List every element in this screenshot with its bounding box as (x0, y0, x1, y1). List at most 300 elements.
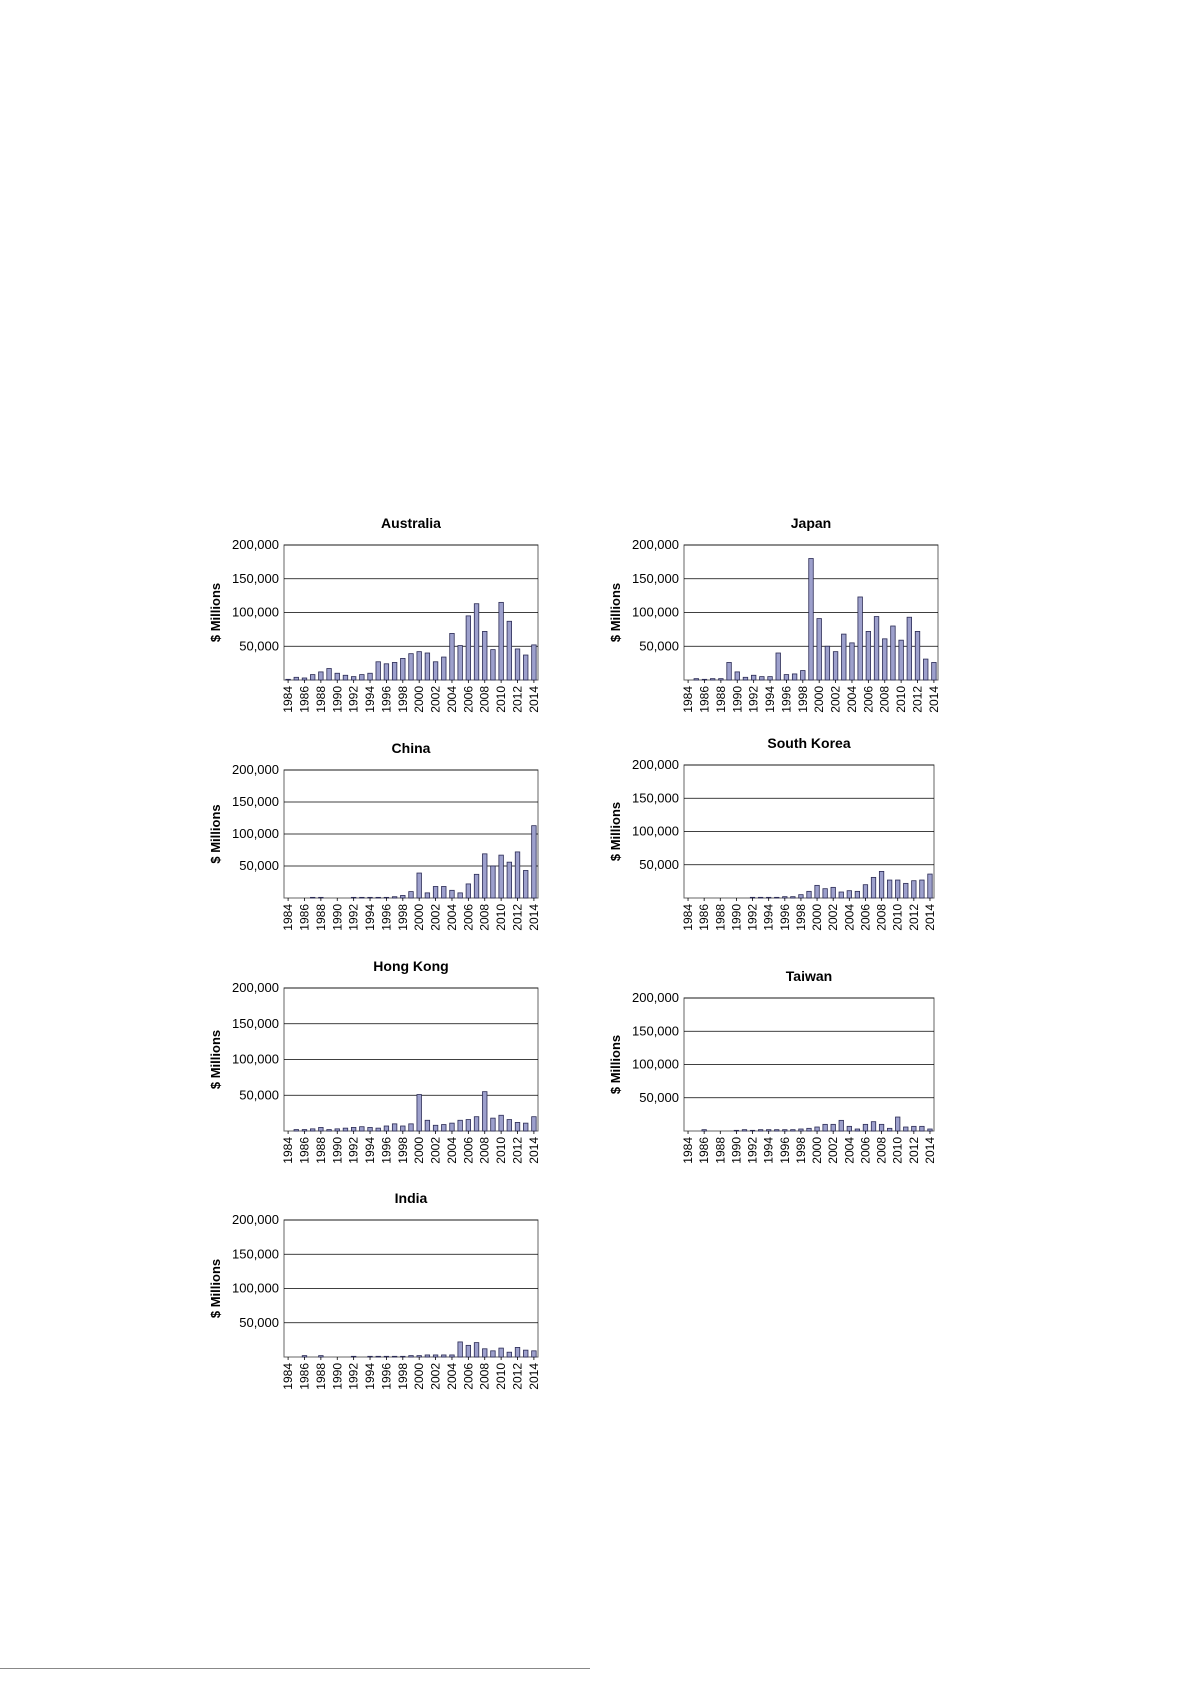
bar-south-korea-2006 (863, 885, 867, 898)
x-tick-label: 2000 (412, 686, 427, 713)
bar-south-korea-2007 (871, 877, 875, 898)
x-tick-label: 2002 (428, 904, 443, 931)
bar-taiwan-2005 (855, 1129, 859, 1131)
bar-hong-kong-1986 (302, 1130, 307, 1131)
bar-china-2010 (499, 855, 504, 898)
bar-china-2000 (417, 873, 422, 898)
bar-australia-2012 (515, 649, 520, 680)
y-tick-label: 200,000 (232, 762, 279, 777)
bar-hong-kong-1987 (310, 1129, 315, 1131)
x-tick-label: 2004 (842, 1137, 857, 1164)
y-tick-label: 200,000 (232, 1212, 279, 1227)
y-tick-label: 50,000 (639, 1089, 679, 1105)
bar-australia-2007 (474, 604, 479, 680)
bar-india-1999 (409, 1356, 414, 1357)
bar-japan-2001 (825, 646, 830, 680)
bar-china-2003 (442, 886, 447, 898)
x-tick-label: 2012 (510, 904, 525, 931)
x-tick-label: 1996 (777, 1137, 792, 1164)
x-tick-label: 1986 (697, 904, 712, 931)
y-tick-label: 50,000 (239, 858, 279, 873)
bar-south-korea-1995 (775, 897, 779, 898)
bar-japan-2002 (833, 652, 838, 680)
x-tick-label: 2004 (444, 686, 459, 713)
bar-hong-kong-2001 (425, 1120, 430, 1131)
chart-panel-india (200, 1185, 590, 1405)
y-tick-label: 50,000 (239, 1087, 279, 1103)
bar-india-2004 (450, 1355, 455, 1357)
x-tick-label: 1994 (363, 686, 378, 713)
x-tick-label: 2006 (461, 686, 476, 713)
bar-south-korea-2002 (831, 887, 835, 898)
x-tick-label: 1984 (281, 904, 296, 931)
x-tick-label: 1984 (281, 1363, 296, 1390)
bar-india-2005 (458, 1342, 463, 1357)
bar-china-1997 (392, 897, 397, 898)
chart-title: India (394, 1190, 428, 1206)
bar-india-2007 (474, 1343, 479, 1357)
bar-china-2008 (482, 854, 487, 898)
bar-taiwan-1995 (775, 1130, 779, 1131)
x-tick-label: 2012 (910, 686, 925, 713)
bar-china-2005 (458, 893, 463, 898)
bar-india-2010 (499, 1348, 504, 1357)
x-tick-label: 2010 (890, 904, 905, 931)
bar-japan-2005 (858, 597, 863, 680)
bar-australia-2014 (532, 645, 537, 680)
bar-japan-1985 (694, 679, 699, 680)
bar-japan-2014 (932, 662, 937, 680)
y-tick-label: 200,000 (632, 757, 679, 772)
x-tick-label: 2006 (858, 1137, 873, 1164)
bar-south-korea-2013 (920, 880, 924, 898)
x-tick-label: 1996 (379, 1137, 394, 1164)
x-tick-label: 1990 (330, 686, 345, 713)
x-tick-label: 2010 (494, 1137, 509, 1164)
x-tick-label: 2004 (444, 1363, 459, 1390)
x-tick-label: 2006 (461, 904, 476, 931)
bar-hong-kong-1989 (327, 1130, 332, 1131)
x-tick-label: 2012 (510, 686, 525, 713)
bar-taiwan-1998 (799, 1129, 803, 1131)
bar-india-2002 (433, 1355, 438, 1357)
chart-panel-taiwan (600, 970, 990, 1185)
bar-china-2009 (491, 866, 496, 898)
chart-title: Taiwan (785, 968, 833, 984)
y-axis-label: $ Millions (208, 582, 223, 643)
bar-south-korea-2014 (928, 874, 932, 898)
bar-hong-kong-2011 (507, 1120, 512, 1131)
bar-india-1995 (376, 1356, 381, 1357)
x-tick-label: 2004 (844, 686, 859, 713)
bar-china-1995 (376, 897, 381, 898)
bar-hong-kong-1998 (401, 1126, 406, 1131)
bar-china-2004 (450, 890, 455, 898)
x-tick-label: 2014 (922, 1137, 937, 1164)
bar-india-2012 (515, 1347, 520, 1357)
bar-japan-2006 (866, 631, 871, 680)
x-tick-label: 2002 (428, 1137, 443, 1164)
bar-australia-2008 (482, 631, 487, 680)
x-tick-label: 1994 (363, 904, 378, 931)
y-axis-label: $ Millions (208, 1258, 223, 1319)
x-tick-label: 1998 (793, 904, 808, 931)
bar-south-korea-1998 (799, 895, 803, 898)
y-tick-label: 100,000 (632, 1056, 679, 1072)
bar-taiwan-2002 (831, 1124, 835, 1131)
chart-title: South Korea (767, 735, 851, 751)
x-tick-label: 2002 (828, 686, 843, 713)
bar-japan-2003 (842, 634, 847, 680)
y-tick-label: 150,000 (632, 790, 679, 806)
x-tick-label: 2002 (428, 686, 443, 713)
y-axis-label: $ Millions (608, 801, 623, 862)
bar-hong-kong-1993 (360, 1127, 365, 1131)
x-tick-label: 1990 (729, 904, 744, 931)
bar-japan-1993 (760, 677, 765, 680)
x-tick-label: 2012 (906, 904, 921, 931)
bar-china-2007 (474, 874, 479, 898)
bar-south-korea-1993 (758, 897, 762, 898)
x-tick-label: 2012 (906, 1137, 921, 1164)
bar-india-1986 (302, 1356, 307, 1357)
x-tick-label: 2014 (526, 1137, 541, 1164)
bar-australia-2005 (458, 646, 463, 680)
y-axis-label: $ Millions (608, 582, 623, 643)
x-tick-label: 1984 (681, 686, 696, 713)
bar-australia-2001 (425, 653, 430, 680)
x-tick-label: 2008 (477, 1137, 492, 1164)
bar-australia-1986 (302, 678, 307, 680)
x-tick-label: 1984 (681, 1137, 696, 1164)
bar-china-1988 (319, 897, 324, 898)
x-tick-label: 2004 (444, 1137, 459, 1164)
x-tick-label: 1990 (330, 1137, 345, 1164)
bar-hong-kong-2004 (450, 1123, 455, 1131)
bar-japan-2007 (874, 617, 879, 680)
bar-taiwan-2004 (847, 1126, 851, 1131)
y-axis-label: $ Millions (208, 1029, 223, 1090)
chart-panel-hong-kong (200, 950, 590, 1180)
bar-taiwan-1994 (766, 1130, 770, 1131)
bar-taiwan-2008 (879, 1124, 883, 1131)
chart-south-korea (600, 730, 990, 950)
bar-australia-1988 (319, 672, 324, 680)
bar-japan-1994 (768, 677, 773, 680)
bar-japan-1995 (776, 653, 781, 680)
chart-china (200, 730, 590, 950)
bar-japan-1989 (727, 662, 732, 680)
y-tick-label: 50,000 (239, 638, 279, 654)
bar-china-1999 (409, 892, 414, 898)
bar-hong-kong-1999 (409, 1124, 414, 1131)
bar-india-2000 (417, 1356, 422, 1357)
x-tick-label: 1992 (746, 686, 761, 713)
x-tick-label: 1996 (779, 686, 794, 713)
x-tick-label: 2000 (412, 1137, 427, 1164)
chart-title: Japan (790, 515, 832, 531)
bar-taiwan-1997 (791, 1130, 795, 1131)
bar-south-korea-1997 (791, 897, 795, 898)
y-tick-label: 100,000 (232, 604, 279, 620)
x-tick-label: 1988 (313, 1363, 328, 1390)
x-tick-label: 1984 (281, 686, 296, 713)
x-tick-label: 2008 (874, 1137, 889, 1164)
bar-taiwan-2010 (895, 1117, 899, 1131)
bar-hong-kong-2002 (433, 1125, 438, 1131)
x-tick-label: 2002 (428, 1363, 443, 1390)
x-tick-label: 2010 (894, 686, 909, 713)
x-tick-label: 2006 (461, 1137, 476, 1164)
x-tick-label: 2002 (826, 904, 841, 931)
bar-south-korea-1992 (750, 897, 754, 898)
x-tick-label: 1994 (363, 1137, 378, 1164)
page-bottom-rule (0, 1668, 590, 1669)
bar-south-korea-2011 (904, 883, 908, 898)
x-tick-label: 1984 (681, 904, 696, 931)
bar-hong-kong-2014 (532, 1117, 537, 1131)
chart-title: Hong Kong (373, 958, 449, 974)
y-tick-label: 100,000 (232, 1051, 279, 1067)
y-tick-label: 150,000 (232, 1246, 279, 1262)
bar-hong-kong-2006 (466, 1120, 471, 1131)
x-tick-label: 2000 (810, 1137, 825, 1164)
bar-australia-2002 (433, 662, 438, 680)
bar-australia-1991 (343, 675, 348, 680)
chart-title: China (391, 740, 431, 756)
bar-taiwan-1993 (758, 1130, 762, 1131)
x-tick-label: 2008 (477, 1363, 492, 1390)
chart-india (200, 1185, 590, 1405)
x-tick-label: 1986 (297, 686, 312, 713)
bar-india-2013 (523, 1350, 528, 1357)
bar-japan-1992 (751, 675, 756, 680)
y-tick-label: 50,000 (639, 856, 679, 872)
x-tick-label: 2000 (412, 904, 427, 931)
bar-india-2009 (491, 1351, 496, 1357)
y-tick-label: 200,000 (232, 980, 279, 995)
x-tick-label: 1994 (761, 1137, 776, 1164)
x-tick-label: 2000 (412, 1363, 427, 1390)
bar-china-2014 (532, 826, 537, 898)
bar-japan-2010 (899, 640, 904, 680)
bar-india-1994 (368, 1356, 373, 1357)
bar-hong-kong-1985 (294, 1130, 299, 1131)
x-tick-label: 2008 (874, 904, 889, 931)
bar-china-2013 (523, 870, 528, 898)
bar-china-2006 (466, 884, 471, 898)
x-tick-label: 1998 (395, 686, 410, 713)
x-tick-label: 1994 (763, 686, 778, 713)
bar-australia-1990 (335, 673, 340, 680)
x-tick-label: 2012 (510, 1137, 525, 1164)
x-tick-label: 1986 (697, 686, 712, 713)
y-tick-label: 150,000 (632, 1023, 679, 1039)
bar-japan-1991 (743, 677, 748, 680)
bar-taiwan-2013 (920, 1126, 924, 1131)
bar-australia-2013 (523, 655, 528, 680)
bar-china-2002 (433, 886, 438, 898)
bar-australia-1996 (384, 664, 389, 680)
bar-china-1987 (310, 897, 315, 898)
bar-taiwan-2003 (839, 1120, 843, 1131)
bar-japan-1998 (801, 671, 806, 680)
bar-hong-kong-1992 (351, 1127, 356, 1131)
bar-japan-2012 (915, 631, 920, 680)
x-tick-label: 1992 (346, 1137, 361, 1164)
bar-australia-1994 (368, 673, 373, 680)
bar-australia-2004 (450, 633, 455, 680)
x-tick-label: 1984 (281, 1137, 296, 1164)
x-tick-label: 1988 (713, 1137, 728, 1164)
x-tick-label: 1992 (745, 1137, 760, 1164)
x-tick-label: 1990 (730, 686, 745, 713)
bar-china-2001 (425, 893, 430, 898)
x-tick-label: 1990 (729, 1137, 744, 1164)
chart-title: Australia (381, 515, 441, 531)
bar-hong-kong-2008 (482, 1092, 487, 1131)
x-tick-label: 1988 (313, 686, 328, 713)
chart-japan (600, 510, 990, 730)
y-tick-label: 100,000 (232, 1280, 279, 1296)
bar-japan-2013 (923, 659, 928, 680)
bar-australia-1989 (327, 669, 332, 680)
x-tick-label: 1988 (313, 904, 328, 931)
x-tick-label: 1992 (346, 686, 361, 713)
bar-south-korea-2004 (847, 891, 851, 898)
bar-taiwan-1996 (783, 1130, 787, 1131)
bar-japan-2004 (850, 643, 855, 680)
bar-hong-kong-2007 (474, 1117, 479, 1131)
bar-china-1996 (384, 897, 389, 898)
x-tick-label: 2006 (461, 1363, 476, 1390)
x-tick-label: 1988 (313, 1137, 328, 1164)
x-tick-label: 1988 (713, 904, 728, 931)
bar-hong-kong-2012 (515, 1122, 520, 1131)
bar-china-1993 (360, 897, 365, 898)
bar-hong-kong-2005 (458, 1120, 463, 1131)
y-tick-label: 150,000 (632, 570, 679, 586)
x-tick-label: 2004 (842, 904, 857, 931)
bar-hong-kong-2013 (523, 1123, 528, 1131)
chart-hong-kong (200, 950, 590, 1180)
bar-south-korea-1996 (783, 897, 787, 898)
x-tick-label: 2012 (510, 1363, 525, 1390)
x-tick-label: 1986 (297, 1137, 312, 1164)
bar-china-1998 (401, 895, 406, 898)
bar-south-korea-2001 (823, 889, 827, 898)
x-tick-label: 1994 (363, 1363, 378, 1390)
bar-taiwan-1991 (742, 1130, 746, 1131)
bar-australia-2011 (507, 621, 512, 680)
bar-india-2003 (442, 1355, 447, 1357)
x-tick-label: 2008 (877, 686, 892, 713)
x-tick-label: 1998 (395, 1363, 410, 1390)
y-tick-label: 50,000 (639, 638, 679, 654)
x-tick-label: 2008 (477, 686, 492, 713)
x-tick-label: 2010 (494, 904, 509, 931)
x-tick-label: 2014 (526, 1363, 541, 1390)
bar-japan-1997 (792, 674, 797, 680)
bar-hong-kong-1990 (335, 1129, 340, 1131)
bar-hong-kong-1997 (392, 1124, 397, 1131)
x-tick-label: 1996 (777, 904, 792, 931)
x-tick-label: 2010 (890, 1137, 905, 1164)
bar-india-2001 (425, 1355, 430, 1357)
bar-india-2006 (466, 1345, 471, 1357)
bar-japan-2000 (817, 619, 822, 680)
bar-hong-kong-1991 (343, 1128, 348, 1131)
bar-australia-1993 (360, 675, 365, 680)
x-tick-label: 1992 (745, 904, 760, 931)
x-tick-label: 1996 (379, 904, 394, 931)
y-tick-label: 200,000 (632, 537, 679, 552)
bar-australia-2000 (417, 652, 422, 680)
y-tick-label: 200,000 (632, 990, 679, 1005)
x-tick-label: 1986 (297, 904, 312, 931)
bar-india-1997 (392, 1356, 397, 1357)
bar-hong-kong-1996 (384, 1126, 389, 1131)
x-tick-label: 1998 (793, 1137, 808, 1164)
bar-australia-1995 (376, 662, 381, 680)
bar-taiwan-2009 (887, 1128, 891, 1131)
bar-india-1996 (384, 1356, 389, 1357)
bar-taiwan-2001 (823, 1124, 827, 1131)
bar-japan-1990 (735, 672, 740, 680)
bar-australia-1992 (351, 677, 356, 680)
bar-taiwan-2012 (912, 1126, 916, 1131)
bar-japan-1986 (702, 679, 707, 680)
x-tick-label: 1998 (395, 904, 410, 931)
x-tick-label: 1986 (297, 1363, 312, 1390)
bar-china-2012 (515, 852, 520, 898)
bar-india-1988 (319, 1356, 324, 1357)
x-tick-label: 1986 (697, 1137, 712, 1164)
bar-taiwan-2014 (928, 1129, 932, 1131)
bar-australia-1985 (294, 677, 299, 680)
bar-australia-2003 (442, 657, 447, 680)
bar-taiwan-1986 (702, 1130, 706, 1131)
x-tick-label: 1998 (395, 1137, 410, 1164)
bar-australia-1987 (310, 675, 315, 680)
bar-hong-kong-1988 (319, 1127, 324, 1131)
x-tick-label: 2006 (858, 904, 873, 931)
bar-south-korea-1999 (807, 891, 811, 898)
x-tick-label: 1988 (713, 686, 728, 713)
bar-japan-1996 (784, 675, 789, 680)
bar-china-1992 (351, 897, 356, 898)
y-tick-label: 150,000 (232, 794, 279, 809)
bar-china-1994 (368, 897, 373, 898)
x-tick-label: 1990 (330, 904, 345, 931)
x-tick-label: 2010 (494, 686, 509, 713)
x-tick-label: 2000 (810, 904, 825, 931)
bar-south-korea-1994 (766, 897, 770, 898)
x-tick-label: 1998 (795, 686, 810, 713)
y-tick-label: 100,000 (632, 823, 679, 839)
chart-panel-south-korea (600, 730, 990, 950)
bar-taiwan-1999 (807, 1128, 811, 1131)
bar-japan-1999 (809, 559, 814, 681)
bar-india-1992 (351, 1356, 356, 1357)
bar-taiwan-1990 (734, 1130, 738, 1131)
bar-hong-kong-2010 (499, 1115, 504, 1131)
x-tick-label: 2014 (526, 686, 541, 713)
y-tick-label: 150,000 (232, 570, 279, 586)
y-tick-label: 100,000 (632, 604, 679, 620)
x-tick-label: 2002 (826, 1137, 841, 1164)
x-tick-label: 1990 (330, 1363, 345, 1390)
